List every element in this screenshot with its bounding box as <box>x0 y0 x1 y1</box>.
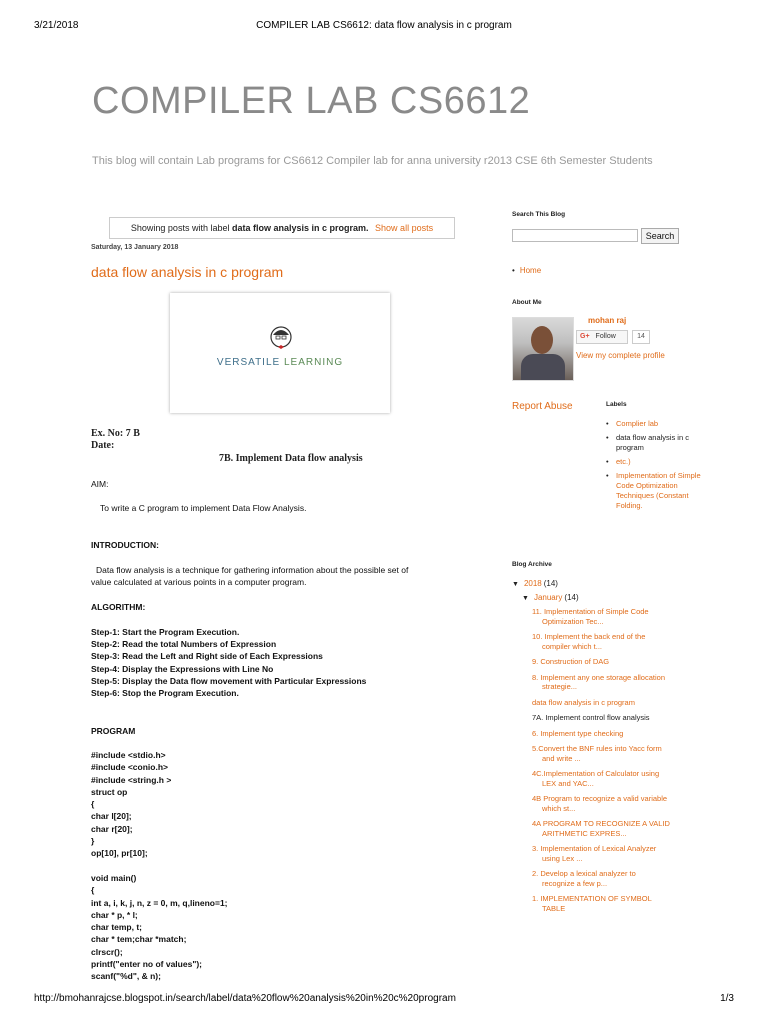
code-line <box>91 860 228 872</box>
triangle-down-icon[interactable]: ▼ <box>512 581 519 588</box>
bullet-icon: • <box>512 266 515 275</box>
archive-post-title: 2. Develop a lexical analyzer to <box>532 869 636 878</box>
print-date: 3/21/2018 <box>34 20 79 31</box>
bullet-icon: • <box>606 419 609 428</box>
code-line: #include <string.h > <box>91 774 172 785</box>
archive-post-title-cont: LEX and YAC... <box>542 778 594 788</box>
code-line: #include <stdio.h> <box>91 750 166 760</box>
post-date: Saturday, 13 January 2018 <box>91 244 179 251</box>
archive-post-current <box>532 713 692 723</box>
archive-year-toggle[interactable] <box>512 579 558 588</box>
report-abuse-link[interactable]: Report Abuse <box>512 401 573 412</box>
labels-list <box>606 419 706 515</box>
code-line: struct op <box>91 786 128 797</box>
archive-post-link[interactable] <box>532 769 692 788</box>
google-plus-icon: G+ <box>580 333 590 340</box>
archive-year-count: (14) <box>543 579 558 588</box>
aim-title: AIM: <box>91 479 109 489</box>
archive-post-title-cont: using Lex ... <box>542 853 583 863</box>
bullet-icon: • <box>606 457 609 466</box>
archive-post-title-cont: and write ... <box>542 753 581 763</box>
archive-year[interactable]: 2018 <box>523 579 542 588</box>
code-line: op[10], pr[10]; <box>91 848 148 859</box>
search-title: Search This Blog <box>512 211 566 218</box>
code-line: char r[20]; <box>91 823 133 834</box>
label-text: Complier lab <box>616 419 659 428</box>
code-line: #include <conio.h> <box>91 762 168 773</box>
intro-line-1: Data flow analysis is a technique for gathering information about the possible set of <box>96 565 409 575</box>
view-profile-link[interactable]: View my complete profile <box>576 351 665 360</box>
algorithm-step: Step-4: Display the Expressions with Line No <box>91 664 274 674</box>
archive-post-link[interactable] <box>532 673 692 692</box>
archive-post-title: 4C.Implementation of Calculator using <box>532 769 660 778</box>
intro-line-2: value calculated at various points in a computer program. <box>91 577 307 587</box>
archive-post-title: 6. Implement type checking <box>532 728 624 738</box>
algorithm-title: ALGORITHM: <box>91 602 146 612</box>
logo-head-icon <box>270 326 292 352</box>
archive-post-title-cont: Optimization Tec... <box>542 616 604 626</box>
code-line: } <box>91 836 95 847</box>
exercise-heading: 7B. Implement Data flow analysis <box>219 453 363 464</box>
archive-post-title: 9. Construction of DAG <box>532 657 610 666</box>
code-line: scanf("%d", & n); <box>91 971 161 982</box>
archive-post-link[interactable] <box>532 794 692 813</box>
show-all-posts-link[interactable]: Show all posts <box>375 223 434 233</box>
archive-post-link[interactable] <box>532 607 692 626</box>
archive-post-link[interactable] <box>532 657 692 667</box>
archive-post-title: 10. Implement the back end of the <box>532 632 646 641</box>
archive-month-count: (14) <box>564 593 579 602</box>
code-line: printf("enter no of values"); <box>91 959 203 970</box>
logo-text <box>170 357 390 368</box>
archive-post-link[interactable] <box>532 744 692 763</box>
archive-post-title-cont: TABLE <box>542 903 566 913</box>
archive-post-link[interactable] <box>532 844 692 863</box>
code-line: char * p, * l; <box>91 909 138 920</box>
program-title: PROGRAM <box>91 726 136 736</box>
print-page-number: 1/3 <box>720 993 734 1004</box>
bullet-icon: • <box>606 433 609 442</box>
logo-text-part1: VERSATILE <box>216 357 281 368</box>
algorithm-step: Step-5: Display the Data flow movement with Particular Expressions <box>91 676 367 686</box>
blog-description: This blog will contain Lab programs for CS6612 Compiler lab for anna university r2013 CSE 6th Semester Students <box>92 155 653 167</box>
archive-post-title: 11. Implementation of Simple Code <box>532 607 649 616</box>
code-line: char l[20]; <box>91 811 132 822</box>
avatar[interactable] <box>512 317 574 381</box>
intro-title: INTRODUCTION: <box>91 540 159 550</box>
date-label: Date: <box>91 440 115 451</box>
archive-post-title-cont: recognize a few p... <box>542 878 608 888</box>
archive-post-title: 1. IMPLEMENTATION OF SYMBOL <box>532 894 652 903</box>
archive-post-title: 4B Program to recognize a valid variable <box>532 794 668 803</box>
print-url: http://bmohanrajcse.blogspot.in/search/label/data%20flow%20analysis%20in%20c%20program <box>34 993 456 1004</box>
print-header <box>34 20 734 34</box>
archive-post-link[interactable] <box>532 894 692 913</box>
archive-post-title-cont: ARITHMETIC EXPRES... <box>542 828 627 838</box>
code-line: void main() <box>91 872 137 883</box>
follow-button[interactable] <box>576 330 628 344</box>
algorithm-step: Step-2: Read the total Numbers of Expression <box>91 639 277 649</box>
archive-post-title-cont: strategie... <box>542 682 578 691</box>
print-title: COMPILER LAB CS6612: data flow analysis in c program <box>256 20 512 31</box>
archive-post-link[interactable] <box>532 698 692 708</box>
archive-post-link[interactable] <box>532 632 692 651</box>
post-image[interactable] <box>170 293 390 413</box>
about-title: About Me <box>512 299 542 306</box>
search-button[interactable]: Search <box>641 228 679 244</box>
label-text: etc.) <box>616 457 631 466</box>
print-footer <box>34 993 734 1007</box>
archive-post-title: 7A. Implement control flow analysis <box>532 713 650 722</box>
label-item-current <box>606 433 706 453</box>
label-item[interactable] <box>606 419 706 429</box>
aim-text: To write a C program to implement Data Flow Analysis. <box>100 503 307 513</box>
archive-post-link[interactable] <box>532 819 692 838</box>
archive-post-title: 4A PROGRAM TO RECOGNIZE A VALID <box>532 819 670 828</box>
archive-post-title: data flow analysis in c program <box>532 697 635 707</box>
archive-post-title: 8. Implement any one storage allocation <box>532 672 665 682</box>
label-text: data flow analysis in c program <box>616 433 689 452</box>
archive-post-link[interactable] <box>532 869 692 888</box>
archive-title: Blog Archive <box>512 561 552 568</box>
archive-post-link[interactable] <box>532 729 692 739</box>
code-line: int a, i, k, j, n, z = 0, m, q,lineno=1; <box>91 897 228 908</box>
algorithm-step: Step-6: Stop the Program Execution. <box>91 688 239 698</box>
triangle-down-icon[interactable]: ▼ <box>522 595 529 602</box>
label-item[interactable] <box>606 471 706 511</box>
avatar-face <box>531 326 553 354</box>
archive-month-toggle[interactable] <box>522 593 579 602</box>
code-line: char * tem;char *match; <box>91 934 187 945</box>
label-item[interactable] <box>606 457 706 467</box>
code-line: { <box>91 799 95 810</box>
profile-name[interactable]: mohan raj <box>588 316 627 325</box>
archive-post-title-cont: compiler which t... <box>542 641 603 651</box>
archive-post-list <box>532 607 692 919</box>
follow-count: 14 <box>632 330 650 344</box>
code-line: char temp, t; <box>91 922 143 933</box>
archive-post-title: 3. Implementation of Lexical Analyzer <box>532 844 657 853</box>
archive-month[interactable]: January <box>533 593 563 602</box>
avatar-body <box>521 354 565 381</box>
labels-title: Labels <box>606 401 627 408</box>
ex-number: Ex. No: 7 B <box>91 428 140 439</box>
archive-post-title: 5.Convert the BNF rules into Yacc form <box>532 744 662 753</box>
bullet-icon: • <box>606 471 609 480</box>
search-input[interactable] <box>512 229 638 242</box>
home-link-label: Home <box>519 266 542 275</box>
blog-title[interactable]: COMPILER LAB CS6612 <box>92 80 531 122</box>
follow-label: Follow <box>595 333 616 340</box>
code-line: clrscr(); <box>91 946 123 957</box>
label-status-box <box>109 217 455 239</box>
post-title[interactable]: data flow analysis in c program <box>91 264 284 280</box>
program-code <box>91 749 228 983</box>
logo-text-part2: LEARNING <box>283 357 344 368</box>
home-link[interactable] <box>512 266 541 275</box>
algorithm-step: Step-3: Read the Left and Right side of Each Expressions <box>91 651 323 661</box>
status-prefix: Showing posts with label <box>130 223 230 233</box>
status-label: data flow analysis in c program. <box>231 223 369 233</box>
code-line: { <box>91 885 95 896</box>
label-text: Implementation of Simple Code Optimization Techniques (Constant Folding. <box>616 471 701 510</box>
archive-post-title-cont: which st... <box>542 803 576 813</box>
algorithm-step: Step-1: Start the Program Execution. <box>91 627 240 637</box>
